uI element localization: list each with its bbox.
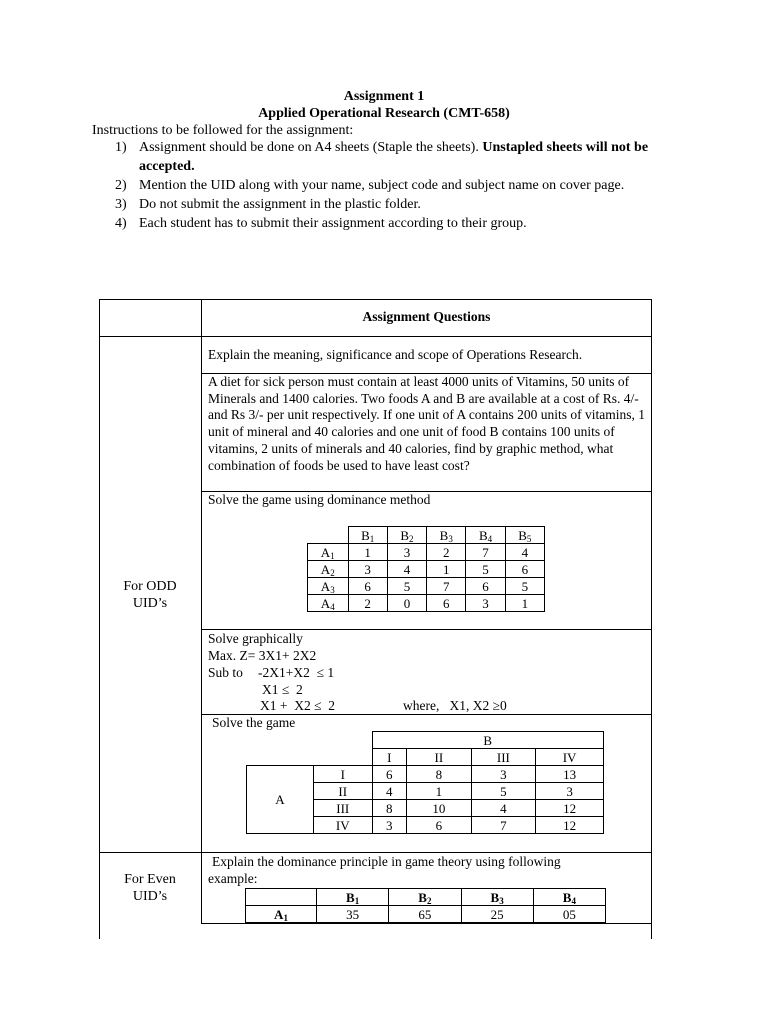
matrix-cell: 1 xyxy=(505,595,544,612)
instruction-text: Each student has to submit their assignment according to their group. xyxy=(139,216,527,231)
instruction-text: Assignment should be done on A4 sheets (Staple the sheets). xyxy=(139,140,483,155)
player-b-header: B xyxy=(372,732,604,749)
col-header: $B_4$ xyxy=(466,527,505,544)
question-4-nonnegativity: where, X1, X2 ≥0 xyxy=(403,698,507,713)
blank-cell xyxy=(314,749,373,766)
matrix-cell: 5 xyxy=(466,561,505,578)
row-header: I xyxy=(314,766,373,783)
matrix-cell: 10 xyxy=(407,800,472,817)
dominance-matrix xyxy=(307,526,545,612)
matrix-cell: 1 xyxy=(348,544,387,561)
row-header: $A_1$ xyxy=(308,544,349,561)
col-header: $B_1$ xyxy=(317,889,389,906)
matrix-cell: 7 xyxy=(471,817,536,834)
col-header: III xyxy=(471,749,536,766)
col-header: $B_3$ xyxy=(427,527,466,544)
matrix-cell: 5 xyxy=(387,578,426,595)
col-header: $B_3$ xyxy=(461,889,533,906)
blank-cell xyxy=(246,889,317,906)
row-header: II xyxy=(314,783,373,800)
matrix-cell: 6 xyxy=(372,766,407,783)
question-4-constraint-1: -2X1+X2 ≤ 1 xyxy=(258,665,335,680)
matrix-cell: 3 xyxy=(466,595,505,612)
matrix-cell: 3 xyxy=(372,817,407,834)
question-6-line-2: example: xyxy=(208,871,258,886)
row-header: IV xyxy=(314,817,373,834)
blank-cell xyxy=(247,749,314,766)
matrix-cell: 05 xyxy=(533,906,605,923)
question-3: Solve the game using dominance method xyxy=(208,492,431,507)
matrix-cell: 6 xyxy=(427,595,466,612)
instruction-item xyxy=(100,138,670,176)
row-header: $A_4$ xyxy=(308,595,349,612)
column-divider xyxy=(201,299,202,924)
instruction-number: 2) xyxy=(115,178,127,193)
matrix-cell: 1 xyxy=(407,783,472,800)
row-header: $A_3$ xyxy=(308,578,349,595)
row-header: III xyxy=(314,800,373,817)
instruction-item xyxy=(100,176,670,195)
matrix-cell: 0 xyxy=(387,595,426,612)
question-2: A diet for sick person must contain at least 4000 units of Vitamins, 50 units of Minerals and 1400 calories. Two foods A and B are available at a cost of Rs. 4/- and Rs 3/- per unit respectively. If one unit of A contains 200 units of vitamins, 1 unit of mineral and 40 calories and one unit of food B contains 100 units of vitamins, 2 units of minerals and 40 calories, find by graphic method, what combination of foods be used to have least cost? xyxy=(208,374,646,473)
instruction-text: Do not submit the assignment in the plastic folder. xyxy=(139,197,421,212)
row-divider xyxy=(99,852,652,853)
instructions-intro: Instructions to be followed for the assignment: xyxy=(92,123,354,138)
matrix-cell: 2 xyxy=(427,544,466,561)
instruction-text: Mention the UID along with your name, subject code and subject name on cover page. xyxy=(139,178,625,193)
instruction-number: 1) xyxy=(115,140,127,155)
matrix-cell: 4 xyxy=(372,783,407,800)
instruction-item xyxy=(100,195,670,214)
row-divider xyxy=(99,336,652,337)
odd-uid-label xyxy=(99,578,201,612)
instruction-list xyxy=(100,138,670,233)
matrix-cell: 3 xyxy=(536,783,604,800)
odd-label-line: UID’s xyxy=(132,596,168,611)
col-header: $B_4$ xyxy=(533,889,605,906)
matrix-cell: 7 xyxy=(427,578,466,595)
matrix-cell: 8 xyxy=(372,800,407,817)
dominance-example-matrix xyxy=(245,888,606,923)
col-header: $B_2$ xyxy=(387,527,426,544)
matrix-cell: 4 xyxy=(387,561,426,578)
question-6-line-1: Explain the dominance principle in game theory using following xyxy=(212,854,561,869)
question-4-objective: Max. Z= 3X1+ 2X2 xyxy=(208,648,317,663)
matrix-cell: 3 xyxy=(348,561,387,578)
matrix-cell: 5 xyxy=(471,783,536,800)
instruction-item xyxy=(100,214,670,233)
even-uid-label xyxy=(99,871,201,905)
player-a-header: A xyxy=(247,766,314,834)
matrix-cell: 7 xyxy=(466,544,505,561)
col-header: IV xyxy=(536,749,604,766)
col-header: II xyxy=(407,749,472,766)
blank-cell xyxy=(247,732,314,749)
game-matrix xyxy=(246,731,604,834)
matrix-cell: 3 xyxy=(387,544,426,561)
col-header: $B_5$ xyxy=(505,527,544,544)
row-header: $A_2$ xyxy=(308,561,349,578)
matrix-cell: 1 xyxy=(427,561,466,578)
matrix-cell: 5 xyxy=(505,578,544,595)
matrix-cell: 2 xyxy=(348,595,387,612)
matrix-cell: 6 xyxy=(348,578,387,595)
matrix-cell: 65 xyxy=(389,906,461,923)
table-heading: Assignment Questions xyxy=(362,309,491,324)
even-label-line: For Even xyxy=(124,872,176,887)
matrix-cell: 6 xyxy=(407,817,472,834)
matrix-cell: 3 xyxy=(471,766,536,783)
blank-cell xyxy=(308,527,349,544)
even-label-line: UID’s xyxy=(132,889,168,904)
matrix-cell: 35 xyxy=(317,906,389,923)
blank-cell xyxy=(314,732,373,749)
course-title: Applied Operational Research (CMT-658) xyxy=(258,106,510,121)
matrix-cell: 12 xyxy=(536,817,604,834)
matrix-cell: 12 xyxy=(536,800,604,817)
col-header: $B_1$ xyxy=(348,527,387,544)
question-4-constraint-3: X1 + X2 ≤ 2 xyxy=(260,698,336,713)
matrix-cell: 4 xyxy=(471,800,536,817)
row-header: $A_1$ xyxy=(246,906,317,923)
col-header: $B_2$ xyxy=(389,889,461,906)
matrix-cell: 13 xyxy=(536,766,604,783)
question-4-title: Solve graphically xyxy=(208,631,303,646)
matrix-cell: 25 xyxy=(461,906,533,923)
matrix-cell: 8 xyxy=(407,766,472,783)
question-5: Solve the game xyxy=(212,715,296,730)
instruction-number: 4) xyxy=(115,216,127,231)
row-divider xyxy=(201,923,652,924)
question-1: Explain the meaning, significance and scope of Operations Research. xyxy=(208,347,583,362)
matrix-cell: 6 xyxy=(505,561,544,578)
instruction-bold-text: Unstapled sheets will not be accepted. xyxy=(139,140,649,174)
assignment-title: Assignment 1 xyxy=(343,89,425,104)
col-header: I xyxy=(372,749,407,766)
matrix-cell: 4 xyxy=(505,544,544,561)
instruction-number: 3) xyxy=(115,197,127,212)
matrix-cell: 6 xyxy=(466,578,505,595)
odd-label-line: For ODD xyxy=(123,579,177,594)
question-4-subject-to: Sub to xyxy=(208,665,243,680)
question-4-constraint-2: X1 ≤ 2 xyxy=(262,682,303,697)
